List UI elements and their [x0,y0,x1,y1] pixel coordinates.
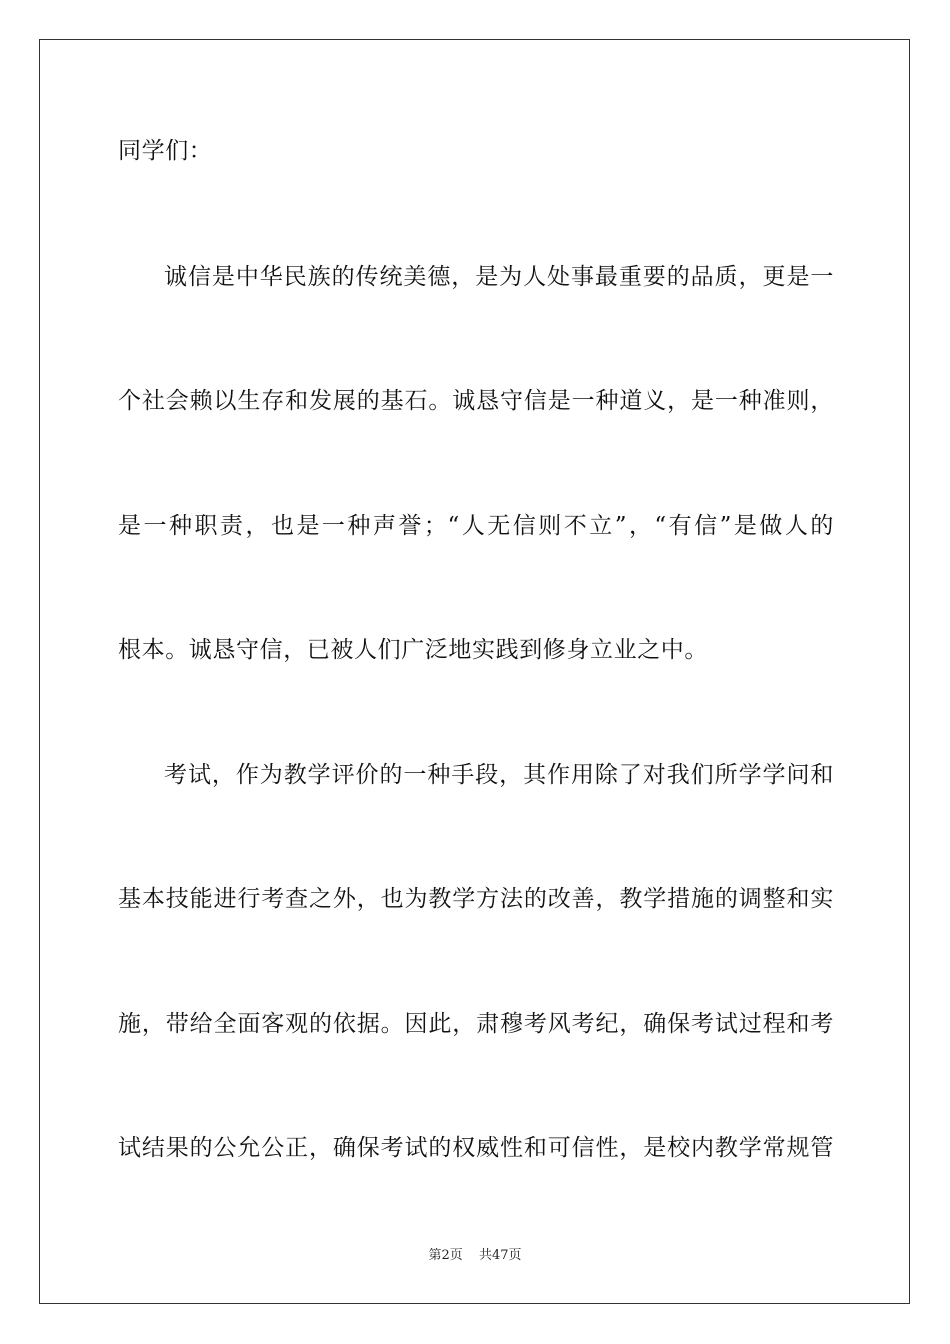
paragraph-2-line-1: 考试，作为教学评价的一种手段，其作用除了对我们所学学问和 [164,762,834,788]
paragraph-1-line-4: 根本。诚恳守信，已被人们广泛地实践到修身立业之中。 [118,637,708,663]
paragraph-2-line-4: 试结果的公允公正，确保考试的权威性和可信性，是校内教学常规管 [118,1135,834,1161]
page-border [39,39,910,1304]
paragraph-2-line-2: 基本技能进行考查之外，也为教学方法的改善，教学措施的调整和实 [118,886,834,912]
page-number-current: 第2页 [428,1248,463,1263]
page-number-total: 共47页 [478,1248,522,1263]
paragraph-1-line-2: 个社会赖以生存和发展的基石。诚恳守信是一种道义，是一种准则， [118,388,834,414]
page-footer [0,1247,950,1265]
paragraph-1-line-3: 是一种职责，也是一种声誉；“人无信则不立”，“有信”是做人的 [118,513,834,539]
paragraph-2-line-3: 施，带给全面客观的依据。因此，肃穆考风考纪，确保考试过程和考 [118,1011,834,1037]
paragraph-1-line-1: 诚信是中华民族的传统美德，是为人处事最重要的品质，更是一 [164,264,834,290]
greeting-line: 同学们： [118,138,213,164]
